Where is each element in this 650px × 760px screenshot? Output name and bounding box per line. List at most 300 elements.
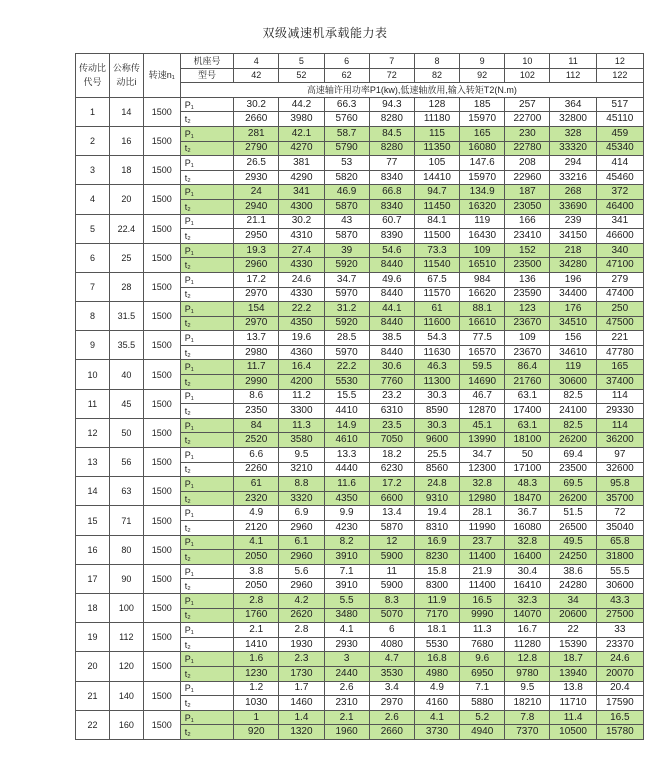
power-value-cell: 38.6 xyxy=(550,564,596,579)
table-row xyxy=(76,506,644,521)
power-value-cell: 77.5 xyxy=(460,331,505,346)
torque-value-cell: 7370 xyxy=(505,725,550,740)
ratio-code-cell: 1 xyxy=(76,97,110,126)
torque-value-cell: 920 xyxy=(234,725,279,740)
power-value-cell: 12.8 xyxy=(505,652,550,667)
power-value-cell: 6.9 xyxy=(279,506,324,521)
power-value-cell: 19.6 xyxy=(279,331,324,346)
power-value-cell: 18.2 xyxy=(369,448,414,463)
power-value-cell: 9.9 xyxy=(324,506,369,521)
power-value-cell: 218 xyxy=(550,243,596,258)
frame-number: 10 xyxy=(505,54,550,69)
torque-value-cell: 5970 xyxy=(324,287,369,302)
speed-cell: 1500 xyxy=(143,477,180,506)
power-value-cell: 1 xyxy=(234,710,279,725)
power-value-cell: 25.5 xyxy=(414,448,459,463)
speed-cell: 1500 xyxy=(143,623,180,652)
power-value-cell: 156 xyxy=(550,331,596,346)
power-value-cell: 49.6 xyxy=(369,272,414,287)
torque-value-cell: 22780 xyxy=(505,141,550,156)
torque-value-cell: 2350 xyxy=(234,404,279,419)
torque-value-cell: 21760 xyxy=(505,375,550,390)
power-value-cell: 6.6 xyxy=(234,448,279,463)
power-value-cell: 2.8 xyxy=(234,593,279,608)
power-value-cell: 8.2 xyxy=(324,535,369,550)
ratio-code-cell: 19 xyxy=(76,623,110,652)
power-value-cell: 22.2 xyxy=(324,360,369,375)
power-value-cell: 372 xyxy=(596,185,643,200)
torque-value-cell: 15780 xyxy=(596,725,643,740)
power-value-cell: 268 xyxy=(550,185,596,200)
power-value-cell: 185 xyxy=(460,97,505,112)
torque-value-cell: 12870 xyxy=(460,404,505,419)
power-symbol: P₁ xyxy=(180,360,233,375)
table-row xyxy=(76,97,644,112)
power-value-cell: 11 xyxy=(369,564,414,579)
power-value-cell: 63.1 xyxy=(505,418,550,433)
speed-cell: 1500 xyxy=(143,302,180,331)
power-value-cell: 13.7 xyxy=(234,331,279,346)
power-value-cell: 77 xyxy=(369,156,414,171)
torque-symbol: t₂ xyxy=(180,462,233,477)
torque-value-cell: 11630 xyxy=(414,345,459,360)
torque-value-cell: 2520 xyxy=(234,433,279,448)
power-value-cell: 30.3 xyxy=(414,389,459,404)
torque-value-cell: 16570 xyxy=(460,345,505,360)
torque-value-cell: 2660 xyxy=(369,725,414,740)
power-value-cell: 30.4 xyxy=(505,564,550,579)
torque-value-cell: 1410 xyxy=(234,637,279,652)
nominal-ratio-cell: 14 xyxy=(109,97,143,126)
torque-value-cell: 34280 xyxy=(550,258,596,273)
power-value-cell: 11.4 xyxy=(550,710,596,725)
power-value-cell: 5.2 xyxy=(460,710,505,725)
torque-value-cell: 9310 xyxy=(414,491,459,506)
power-symbol: P₁ xyxy=(180,477,233,492)
torque-value-cell: 2980 xyxy=(234,345,279,360)
power-value-cell: 147.6 xyxy=(460,156,505,171)
power-symbol: P₁ xyxy=(180,97,233,112)
torque-symbol: t₂ xyxy=(180,550,233,565)
units-note: 高速轴许用功率P1(kw),低速轴放用,输入转矩T2(N.m) xyxy=(180,83,643,98)
power-value-cell: 86.4 xyxy=(505,360,550,375)
torque-value-cell: 10500 xyxy=(550,725,596,740)
torque-value-cell: 2660 xyxy=(234,112,279,127)
torque-value-cell: 3300 xyxy=(279,404,324,419)
power-symbol: P₁ xyxy=(180,156,233,171)
ratio-code-cell: 16 xyxy=(76,535,110,564)
power-symbol: P₁ xyxy=(180,623,233,638)
torque-value-cell: 35700 xyxy=(596,491,643,506)
model-number: 122 xyxy=(596,68,643,83)
power-value-cell: 34 xyxy=(550,593,596,608)
torque-value-cell: 1960 xyxy=(324,725,369,740)
power-value-cell: 82.5 xyxy=(550,389,596,404)
torque-value-cell: 4330 xyxy=(279,258,324,273)
torque-value-cell: 4160 xyxy=(414,696,459,711)
power-value-cell: 38.5 xyxy=(369,331,414,346)
torque-value-cell: 8590 xyxy=(414,404,459,419)
torque-value-cell: 45340 xyxy=(596,141,643,156)
ratio-code-cell: 13 xyxy=(76,448,110,477)
torque-value-cell: 9600 xyxy=(414,433,459,448)
torque-value-cell: 4360 xyxy=(279,345,324,360)
power-value-cell: 16.5 xyxy=(596,710,643,725)
load-capacity-table xyxy=(75,53,644,740)
torque-value-cell: 26200 xyxy=(550,433,596,448)
power-value-cell: 381 xyxy=(279,156,324,171)
torque-value-cell: 3320 xyxy=(279,491,324,506)
torque-value-cell: 16620 xyxy=(460,287,505,302)
torque-value-cell: 2960 xyxy=(279,521,324,536)
torque-value-cell: 2960 xyxy=(279,579,324,594)
power-value-cell: 46.7 xyxy=(460,389,505,404)
power-value-cell: 49.5 xyxy=(550,535,596,550)
frame-number: 8 xyxy=(414,54,459,69)
power-value-cell: 34.7 xyxy=(324,272,369,287)
torque-value-cell: 3480 xyxy=(324,608,369,623)
power-value-cell: 165 xyxy=(596,360,643,375)
torque-value-cell: 3210 xyxy=(279,462,324,477)
power-value-cell: 6.1 xyxy=(279,535,324,550)
torque-value-cell: 20600 xyxy=(550,608,596,623)
torque-value-cell: 47100 xyxy=(596,258,643,273)
power-value-cell: 24 xyxy=(234,185,279,200)
power-value-cell: 414 xyxy=(596,156,643,171)
torque-value-cell: 8280 xyxy=(369,112,414,127)
power-value-cell: 165 xyxy=(460,126,505,141)
power-value-cell: 15.5 xyxy=(324,389,369,404)
torque-value-cell: 4300 xyxy=(279,199,324,214)
table-row xyxy=(76,360,644,375)
nominal-ratio-cell: 160 xyxy=(109,710,143,739)
torque-value-cell: 9780 xyxy=(505,666,550,681)
torque-value-cell: 2990 xyxy=(234,375,279,390)
torque-value-cell: 16080 xyxy=(460,141,505,156)
torque-value-cell: 2970 xyxy=(369,696,414,711)
power-value-cell: 23.7 xyxy=(460,535,505,550)
power-symbol: P₁ xyxy=(180,126,233,141)
torque-value-cell: 11400 xyxy=(460,550,505,565)
torque-value-cell: 47780 xyxy=(596,345,643,360)
power-value-cell: 11.7 xyxy=(234,360,279,375)
torque-value-cell: 2940 xyxy=(234,199,279,214)
power-value-cell: 72 xyxy=(596,506,643,521)
power-symbol: P₁ xyxy=(180,448,233,463)
speed-cell: 1500 xyxy=(143,243,180,272)
torque-value-cell: 8280 xyxy=(369,141,414,156)
table-row xyxy=(76,710,644,725)
power-value-cell: 115 xyxy=(414,126,459,141)
nominal-ratio-header: 公称传动比i xyxy=(109,54,143,98)
power-symbol: P₁ xyxy=(180,506,233,521)
torque-value-cell: 14690 xyxy=(460,375,505,390)
power-value-cell: 18.1 xyxy=(414,623,459,638)
torque-value-cell: 8340 xyxy=(369,199,414,214)
torque-value-cell: 2320 xyxy=(234,491,279,506)
power-value-cell: 136 xyxy=(505,272,550,287)
nominal-ratio-cell: 140 xyxy=(109,681,143,710)
torque-value-cell: 13990 xyxy=(460,433,505,448)
torque-value-cell: 35040 xyxy=(596,521,643,536)
torque-value-cell: 11450 xyxy=(414,199,459,214)
torque-value-cell: 23670 xyxy=(505,316,550,331)
ratio-code-cell: 5 xyxy=(76,214,110,243)
nominal-ratio-cell: 100 xyxy=(109,593,143,622)
power-value-cell: 5.6 xyxy=(279,564,324,579)
torque-value-cell: 1930 xyxy=(279,637,324,652)
power-value-cell: 281 xyxy=(234,126,279,141)
power-value-cell: 2.6 xyxy=(324,681,369,696)
torque-value-cell: 8300 xyxy=(414,579,459,594)
torque-symbol: t₂ xyxy=(180,112,233,127)
power-value-cell: 187 xyxy=(505,185,550,200)
power-value-cell: 279 xyxy=(596,272,643,287)
speed-cell: 1500 xyxy=(143,360,180,389)
power-value-cell: 257 xyxy=(505,97,550,112)
power-value-cell: 30.2 xyxy=(279,214,324,229)
power-value-cell: 154 xyxy=(234,302,279,317)
power-value-cell: 2.1 xyxy=(324,710,369,725)
torque-value-cell: 4410 xyxy=(324,404,369,419)
ratio-code-cell: 12 xyxy=(76,418,110,447)
torque-value-cell: 1320 xyxy=(279,725,324,740)
power-value-cell: 1.6 xyxy=(234,652,279,667)
ratio-code-cell: 22 xyxy=(76,710,110,739)
power-value-cell: 36.7 xyxy=(505,506,550,521)
table-body xyxy=(76,97,644,739)
power-value-cell: 67.5 xyxy=(414,272,459,287)
torque-value-cell: 23670 xyxy=(505,345,550,360)
torque-value-cell: 33320 xyxy=(550,141,596,156)
model-number: 112 xyxy=(550,68,596,83)
torque-value-cell: 8440 xyxy=(369,345,414,360)
ratio-code-header: 传动比代号 xyxy=(76,54,110,98)
power-value-cell: 66.3 xyxy=(324,97,369,112)
torque-value-cell: 6950 xyxy=(460,666,505,681)
torque-value-cell: 15970 xyxy=(460,170,505,185)
torque-value-cell: 4610 xyxy=(324,433,369,448)
ratio-code-cell: 11 xyxy=(76,389,110,418)
power-value-cell: 239 xyxy=(550,214,596,229)
torque-value-cell: 7760 xyxy=(369,375,414,390)
power-value-cell: 13.3 xyxy=(324,448,369,463)
power-value-cell: 459 xyxy=(596,126,643,141)
torque-value-cell: 2970 xyxy=(234,287,279,302)
ratio-code-cell: 4 xyxy=(76,185,110,214)
torque-value-cell: 4310 xyxy=(279,229,324,244)
power-symbol: P₁ xyxy=(180,710,233,725)
model-label: 型号 xyxy=(180,68,233,83)
power-value-cell: 63.1 xyxy=(505,389,550,404)
power-value-cell: 341 xyxy=(279,185,324,200)
power-value-cell: 30.6 xyxy=(369,360,414,375)
torque-value-cell: 2970 xyxy=(234,316,279,331)
power-value-cell: 4.1 xyxy=(324,623,369,638)
ratio-code-cell: 9 xyxy=(76,331,110,360)
power-value-cell: 84 xyxy=(234,418,279,433)
table-row xyxy=(76,652,644,667)
power-value-cell: 69.5 xyxy=(550,477,596,492)
power-value-cell: 9.5 xyxy=(279,448,324,463)
torque-value-cell: 11500 xyxy=(414,229,459,244)
torque-value-cell: 32800 xyxy=(550,112,596,127)
torque-value-cell: 16080 xyxy=(505,521,550,536)
torque-value-cell: 18100 xyxy=(505,433,550,448)
power-value-cell: 21.1 xyxy=(234,214,279,229)
torque-value-cell: 11180 xyxy=(414,112,459,127)
power-symbol: P₁ xyxy=(180,214,233,229)
power-value-cell: 19.4 xyxy=(414,506,459,521)
power-value-cell: 21.9 xyxy=(460,564,505,579)
torque-value-cell: 5970 xyxy=(324,345,369,360)
torque-value-cell: 47500 xyxy=(596,316,643,331)
power-symbol: P₁ xyxy=(180,331,233,346)
torque-value-cell: 3910 xyxy=(324,550,369,565)
power-value-cell: 51.5 xyxy=(550,506,596,521)
speed-cell: 1500 xyxy=(143,272,180,301)
torque-value-cell: 7170 xyxy=(414,608,459,623)
power-value-cell: 2.8 xyxy=(279,623,324,638)
torque-value-cell: 5070 xyxy=(369,608,414,623)
power-value-cell: 61 xyxy=(234,477,279,492)
torque-value-cell: 11600 xyxy=(414,316,459,331)
torque-value-cell: 18210 xyxy=(505,696,550,711)
torque-value-cell: 2930 xyxy=(324,637,369,652)
speed-cell: 1500 xyxy=(143,418,180,447)
table-row xyxy=(76,272,644,287)
nominal-ratio-cell: 31.5 xyxy=(109,302,143,331)
power-symbol: P₁ xyxy=(180,593,233,608)
power-value-cell: 128 xyxy=(414,97,459,112)
speed-cell: 1500 xyxy=(143,593,180,622)
torque-value-cell: 2260 xyxy=(234,462,279,477)
power-value-cell: 60.7 xyxy=(369,214,414,229)
torque-value-cell: 46400 xyxy=(596,199,643,214)
torque-value-cell: 11280 xyxy=(505,637,550,652)
power-value-cell: 30.2 xyxy=(234,97,279,112)
torque-value-cell: 46600 xyxy=(596,229,643,244)
power-value-cell: 230 xyxy=(505,126,550,141)
torque-symbol: t₂ xyxy=(180,345,233,360)
power-symbol: P₁ xyxy=(180,272,233,287)
power-value-cell: 109 xyxy=(460,243,505,258)
model-number: 52 xyxy=(279,68,324,83)
torque-value-cell: 5920 xyxy=(324,258,369,273)
torque-value-cell: 47400 xyxy=(596,287,643,302)
table-row xyxy=(76,448,644,463)
power-value-cell: 328 xyxy=(550,126,596,141)
torque-symbol: t₂ xyxy=(180,637,233,652)
torque-value-cell: 31800 xyxy=(596,550,643,565)
torque-value-cell: 15390 xyxy=(550,637,596,652)
power-value-cell: 16.8 xyxy=(414,652,459,667)
power-value-cell: 28.1 xyxy=(460,506,505,521)
power-value-cell: 46.9 xyxy=(324,185,369,200)
torque-value-cell: 4200 xyxy=(279,375,324,390)
speed-cell: 1500 xyxy=(143,156,180,185)
torque-value-cell: 9990 xyxy=(460,608,505,623)
power-value-cell: 24.8 xyxy=(414,477,459,492)
power-value-cell: 42.1 xyxy=(279,126,324,141)
power-value-cell: 294 xyxy=(550,156,596,171)
table-row xyxy=(76,126,644,141)
torque-value-cell: 12980 xyxy=(460,491,505,506)
ratio-code-cell: 18 xyxy=(76,593,110,622)
speed-header: 转速n₁ xyxy=(143,54,180,98)
torque-value-cell: 14410 xyxy=(414,170,459,185)
frame-number: 5 xyxy=(279,54,324,69)
torque-value-cell: 17400 xyxy=(505,404,550,419)
model-number: 82 xyxy=(414,68,459,83)
speed-cell: 1500 xyxy=(143,681,180,710)
power-value-cell: 43 xyxy=(324,214,369,229)
torque-value-cell: 3730 xyxy=(414,725,459,740)
power-value-cell: 109 xyxy=(505,331,550,346)
power-value-cell: 208 xyxy=(505,156,550,171)
torque-value-cell: 11540 xyxy=(414,258,459,273)
torque-value-cell: 8440 xyxy=(369,316,414,331)
torque-value-cell: 34510 xyxy=(550,316,596,331)
torque-value-cell: 2310 xyxy=(324,696,369,711)
ratio-code-cell: 6 xyxy=(76,243,110,272)
torque-symbol: t₂ xyxy=(180,141,233,156)
power-value-cell: 24.6 xyxy=(279,272,324,287)
torque-value-cell: 7680 xyxy=(460,637,505,652)
power-value-cell: 19.3 xyxy=(234,243,279,258)
power-value-cell: 3.4 xyxy=(369,681,414,696)
torque-value-cell: 11350 xyxy=(414,141,459,156)
power-value-cell: 517 xyxy=(596,97,643,112)
nominal-ratio-cell: 80 xyxy=(109,535,143,564)
power-value-cell: 65.8 xyxy=(596,535,643,550)
power-value-cell: 152 xyxy=(505,243,550,258)
torque-value-cell: 34150 xyxy=(550,229,596,244)
torque-value-cell: 16510 xyxy=(460,258,505,273)
ratio-code-cell: 8 xyxy=(76,302,110,331)
torque-value-cell: 16430 xyxy=(460,229,505,244)
frame-number: 6 xyxy=(324,54,369,69)
torque-value-cell: 5820 xyxy=(324,170,369,185)
torque-value-cell: 5870 xyxy=(324,199,369,214)
torque-value-cell: 4270 xyxy=(279,141,324,156)
model-number: 72 xyxy=(369,68,414,83)
frame-number: 7 xyxy=(369,54,414,69)
torque-value-cell: 3580 xyxy=(279,433,324,448)
torque-value-cell: 8340 xyxy=(369,170,414,185)
power-value-cell: 84.1 xyxy=(414,214,459,229)
torque-symbol: t₂ xyxy=(180,404,233,419)
torque-value-cell: 4350 xyxy=(324,491,369,506)
power-value-cell: 123 xyxy=(505,302,550,317)
torque-value-cell: 34610 xyxy=(550,345,596,360)
torque-value-cell: 1030 xyxy=(234,696,279,711)
power-value-cell: 18.7 xyxy=(550,652,596,667)
torque-value-cell: 11400 xyxy=(460,579,505,594)
torque-value-cell: 17590 xyxy=(596,696,643,711)
table-row xyxy=(76,477,644,492)
torque-value-cell: 34400 xyxy=(550,287,596,302)
table-title: 双级减速机承载能力表 xyxy=(262,26,388,40)
power-value-cell: 984 xyxy=(460,272,505,287)
power-value-cell: 176 xyxy=(550,302,596,317)
power-symbol: P₁ xyxy=(180,681,233,696)
power-value-cell: 4.1 xyxy=(234,535,279,550)
power-value-cell: 4.9 xyxy=(414,681,459,696)
power-value-cell: 196 xyxy=(550,272,596,287)
torque-value-cell: 8440 xyxy=(369,287,414,302)
torque-value-cell: 32600 xyxy=(596,462,643,477)
